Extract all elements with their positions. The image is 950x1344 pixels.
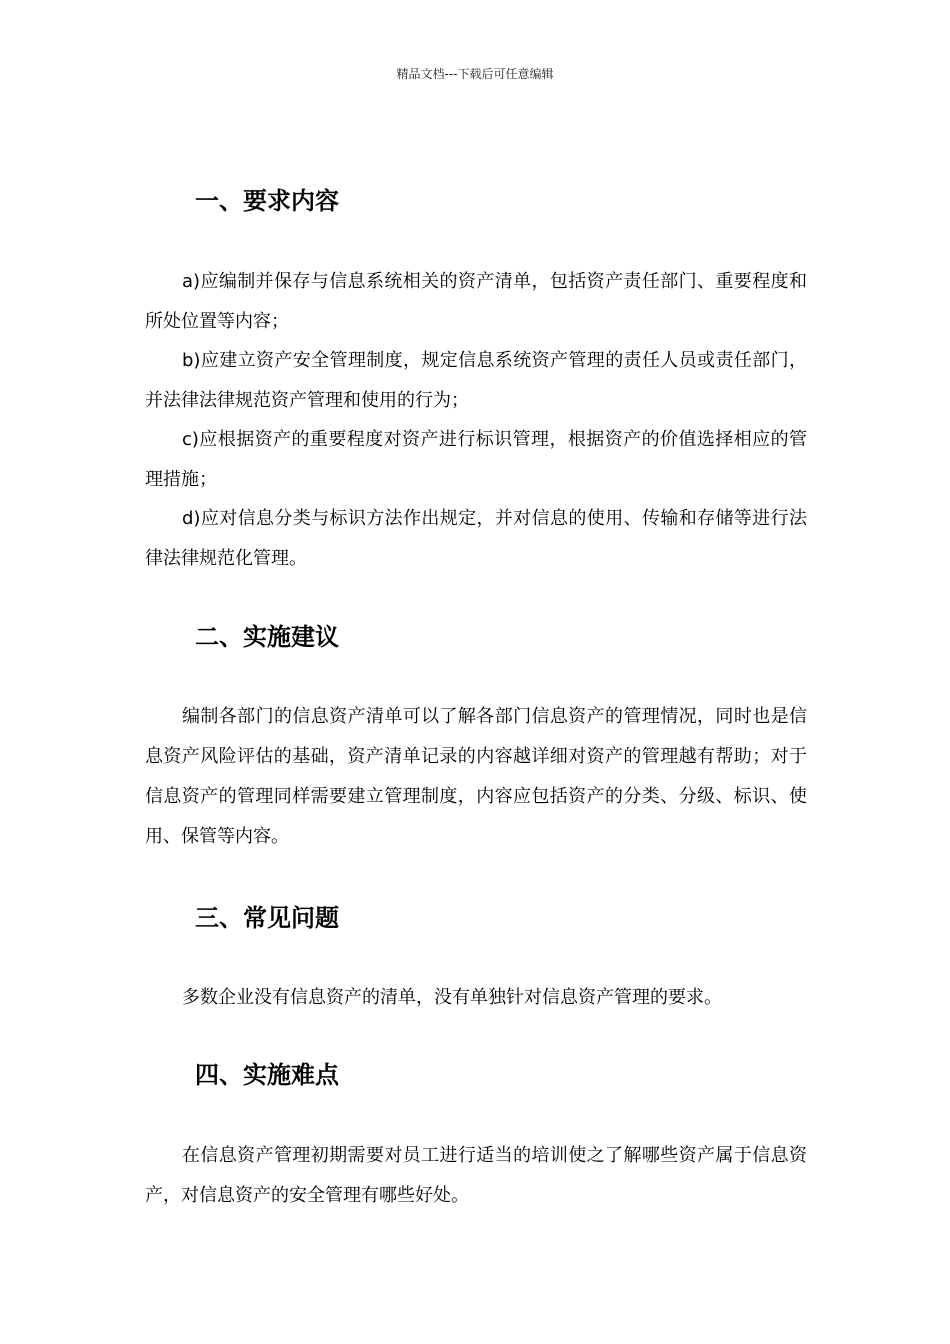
difficulty-paragraph: 在信息资产管理初期需要对员工进行适当的培训使之了解哪些资产属于信息资产，对信息资产的安全管理有哪些好处。 [145, 1145, 807, 1206]
page-header: 精品文档---下载后可任意编辑 [396, 67, 554, 81]
requirement-item-c: c)应根据资产的重要程度对资产进行标识管理，根据资产的价值选择相应的管理措施； [145, 429, 807, 490]
suggestion-paragraph: 编制各部门的信息资产清单可以了解各部门信息资产的管理情况，同时也是信息资产风险评估的基础，资产清单记录的内容越详细对资产的管理越有帮助；对于信息资产的管理同样需要建立管理制度，内容应包括资产的分类、分级、标识、使用、保管等内容。 [145, 706, 807, 847]
requirement-item-d: d)应对信息分类与标识方法作出规定，并对信息的使用、传输和存储等进行法律法律规范化管理。 [145, 508, 807, 569]
section-heading-requirements: 一、要求内容 [195, 187, 339, 215]
requirement-item-a: a)应编制并保存与信息系统相关的资产清单，包括资产责任部门、重要程度和所处位置等内容； [145, 271, 807, 332]
common-issue-paragraph: 多数企业没有信息资产的清单，没有单独针对信息资产管理的要求。 [182, 987, 722, 1008]
section-heading-common-issues: 三、常见问题 [195, 904, 339, 932]
section-heading-suggestions: 二、实施建议 [195, 623, 339, 651]
section-heading-difficulties: 四、实施难点 [195, 1061, 339, 1089]
requirement-item-b: b)应建立资产安全管理制度，规定信息系统资产管理的责任人员或责任部门，并法律法律规范资产管理和使用的行为； [145, 350, 807, 411]
